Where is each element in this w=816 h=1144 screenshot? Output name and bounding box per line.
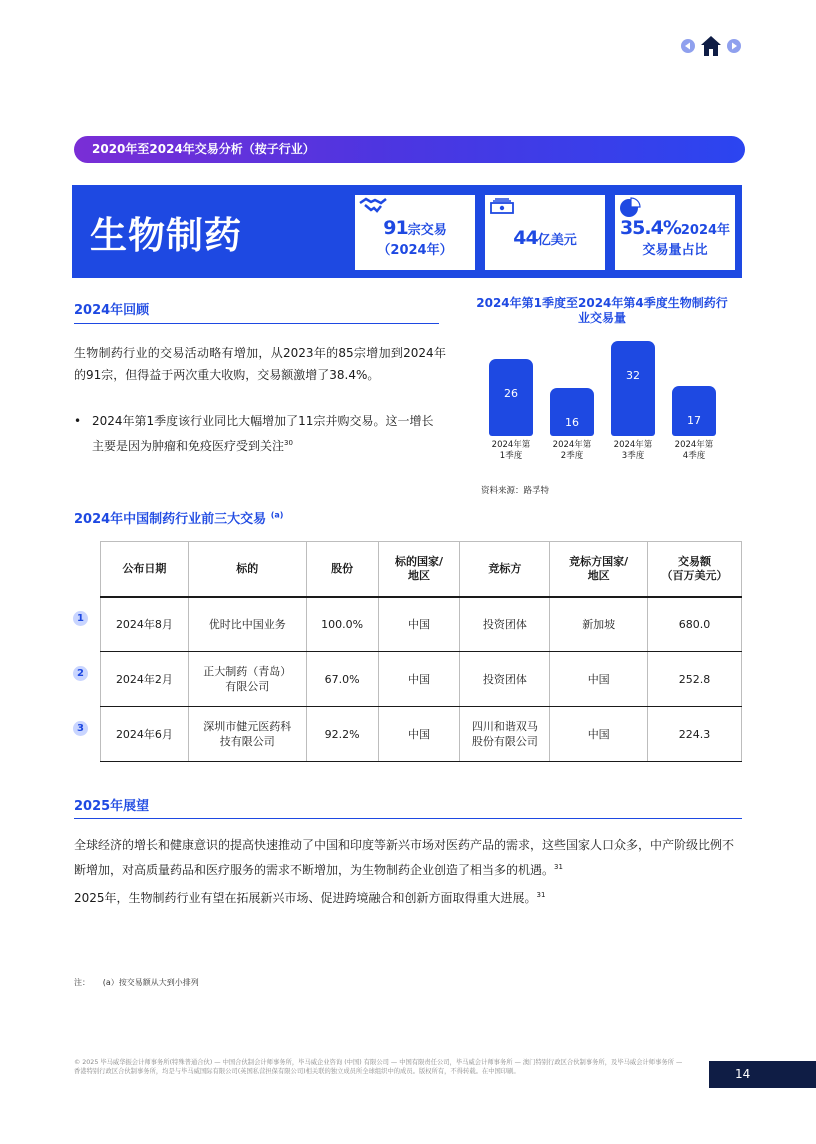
category-label: 2024年第 2季度: [552, 440, 592, 461]
table-cell: 252.8: [648, 652, 742, 707]
table-cell: 四川和谐双马 股份有限公司: [460, 707, 550, 762]
table-row: [101, 597, 742, 652]
table-cell: 224.3: [648, 707, 742, 762]
chart-title: 2024年第1季度至2024年第4季度生物制药行业交易量: [476, 296, 728, 325]
table-cell: 优时比中国业务: [188, 597, 306, 652]
table-cell: 67.0%: [306, 652, 378, 707]
table-row: [101, 652, 742, 707]
section-banner: 2020年至2024年交易分析（按子行业）: [74, 136, 745, 163]
bullet-dot: •: [74, 414, 82, 428]
bar: [672, 386, 716, 436]
stat-deals-year: （2024年）: [377, 243, 453, 258]
stat-value-unit: 亿美元: [537, 233, 577, 248]
stat-card-deals: [355, 195, 475, 270]
table-cell: 投资团体: [460, 597, 550, 652]
table-cell: 100.0%: [306, 597, 378, 652]
rank-badge: 1: [73, 611, 88, 626]
deals-table: [100, 541, 742, 762]
footnote-ref: 31: [554, 863, 563, 871]
table-cell: 中国: [378, 707, 460, 762]
deals-heading-text: 2024年中国制药行业前三大交易: [74, 512, 267, 527]
outlook-paragraph-2: [74, 884, 744, 909]
page-number: 14: [709, 1061, 816, 1088]
category-label: 2024年第 4季度: [674, 440, 714, 461]
home-icon[interactable]: [699, 34, 723, 58]
banknote-icon: [489, 197, 515, 219]
stat-card-share: [615, 195, 735, 270]
column-header: 交易额 （百万美元）: [648, 542, 742, 597]
deals-heading: [74, 508, 283, 527]
stat-card-value: [485, 195, 605, 270]
column-header: 股份: [306, 542, 378, 597]
outlook-para2-text: 2025年，生物制药行业有望在拓展新兴市场、促进跨境融合和创新方面取得重大进展。: [74, 891, 537, 905]
category-label: 2024年第 1季度: [491, 440, 531, 461]
triangle-right-icon[interactable]: [727, 39, 741, 53]
note-label: 注：: [74, 978, 90, 987]
handshake-icon: [359, 197, 387, 219]
category-label: 2024年第 3季度: [613, 440, 653, 461]
column-header: 标的: [188, 542, 306, 597]
outlook-rule: [74, 818, 742, 819]
table-cell: 中国: [378, 652, 460, 707]
stat-share-label: 交易量占比: [642, 243, 708, 258]
stat-value-number: 44: [513, 227, 538, 249]
table-cell: 92.2%: [306, 707, 378, 762]
footnote-ref: 31: [536, 891, 546, 899]
stat-deals-value: 91: [383, 217, 408, 239]
bar-value-label: 32: [626, 369, 640, 382]
column-header: 公布日期: [101, 542, 189, 597]
table-cell: 正大制药（青岛） 有限公司: [188, 652, 306, 707]
bar-value-label: 17: [687, 414, 701, 427]
outlook-paragraph-1: [74, 834, 744, 881]
review-paragraph: 生物制药行业的交易活动略有增加，从2023年的85宗增加到2024年的91宗，但得益于两次重大收购，交易额激增了38.4%。: [74, 346, 446, 382]
sector-title: 生物制药: [90, 214, 242, 257]
hero-panel: [72, 185, 742, 278]
table-cell: 680.0: [648, 597, 742, 652]
triangle-left-icon[interactable]: [681, 39, 695, 53]
deals-heading-ref: (a): [270, 510, 284, 520]
rank-badge: 2: [73, 666, 88, 681]
table-cell: 2024年8月: [101, 597, 189, 652]
bar-value-label: 16: [565, 416, 579, 429]
table-cell: 中国: [550, 707, 648, 762]
column-header: 竞标方: [460, 542, 550, 597]
outlook-heading: 2025年展望: [74, 799, 150, 814]
review-bullet-text: 2024年第1季度该行业同比大幅增加了11宗并购交易。这一增长主要是因为肿瘤和免疫医疗受到关注: [92, 414, 434, 453]
note-text: (a）按交易额从大到小排列: [102, 978, 199, 987]
note: [74, 977, 199, 988]
page-nav: [681, 34, 741, 58]
outlook-para1-text: 全球经济的增长和健康意识的提高快速推动了中国和印度等新兴市场对医药产品的需求，这些国家人口众多，中产阶级比例不断增加，对高质量药品和医疗服务的需求不断增加，为生物制药企业创造了相当多的机遇。: [74, 838, 735, 877]
table-cell: 深圳市健元医药科 技有限公司: [188, 707, 306, 762]
table-cell: 2024年6月: [101, 707, 189, 762]
rank-badge: 3: [73, 721, 88, 736]
review-rule: [74, 323, 439, 324]
chart-source: 资料来源：路孚特: [481, 486, 550, 496]
table-cell: 2024年2月: [101, 652, 189, 707]
table-row: [101, 707, 742, 762]
table-body: [101, 597, 742, 762]
stat-share-year: 2024年: [680, 223, 731, 238]
footnote-ref: 30: [284, 439, 293, 447]
table-cell: 投资团体: [460, 652, 550, 707]
table-header-row: [101, 542, 742, 597]
bar: [611, 341, 655, 436]
footer-copyright: © 2025 毕马威华振会计师事务所(特殊普通合伙) — 中国合伙制会计师事务所，毕马威企业咨询 (中国) 有限公司 — 中国有限责任公司，毕马威会计师事务所 — 澳门特别行政区合伙制事务所，及毕马威会计师事务所 — 香港特别行政区合伙制事务所，均是与毕马威国际有限公司(英国私营担保有限公司)相关联的独立成员所全球组织中的成员。版权所有，不得转载。在中国印刷。: [74, 1059, 683, 1075]
column-header: 竞标方国家/ 地区: [550, 542, 648, 597]
stat-deals-unit: 宗交易: [407, 223, 447, 238]
stat-share-value: 35.4%: [619, 217, 681, 239]
table-cell: 新加坡: [550, 597, 648, 652]
column-header: 标的国家/ 地区: [378, 542, 460, 597]
table-cell: 中国: [550, 652, 648, 707]
table-cell: 中国: [378, 597, 460, 652]
bar-value-label: 26: [504, 387, 518, 400]
review-heading: 2024年回顾: [74, 303, 150, 318]
